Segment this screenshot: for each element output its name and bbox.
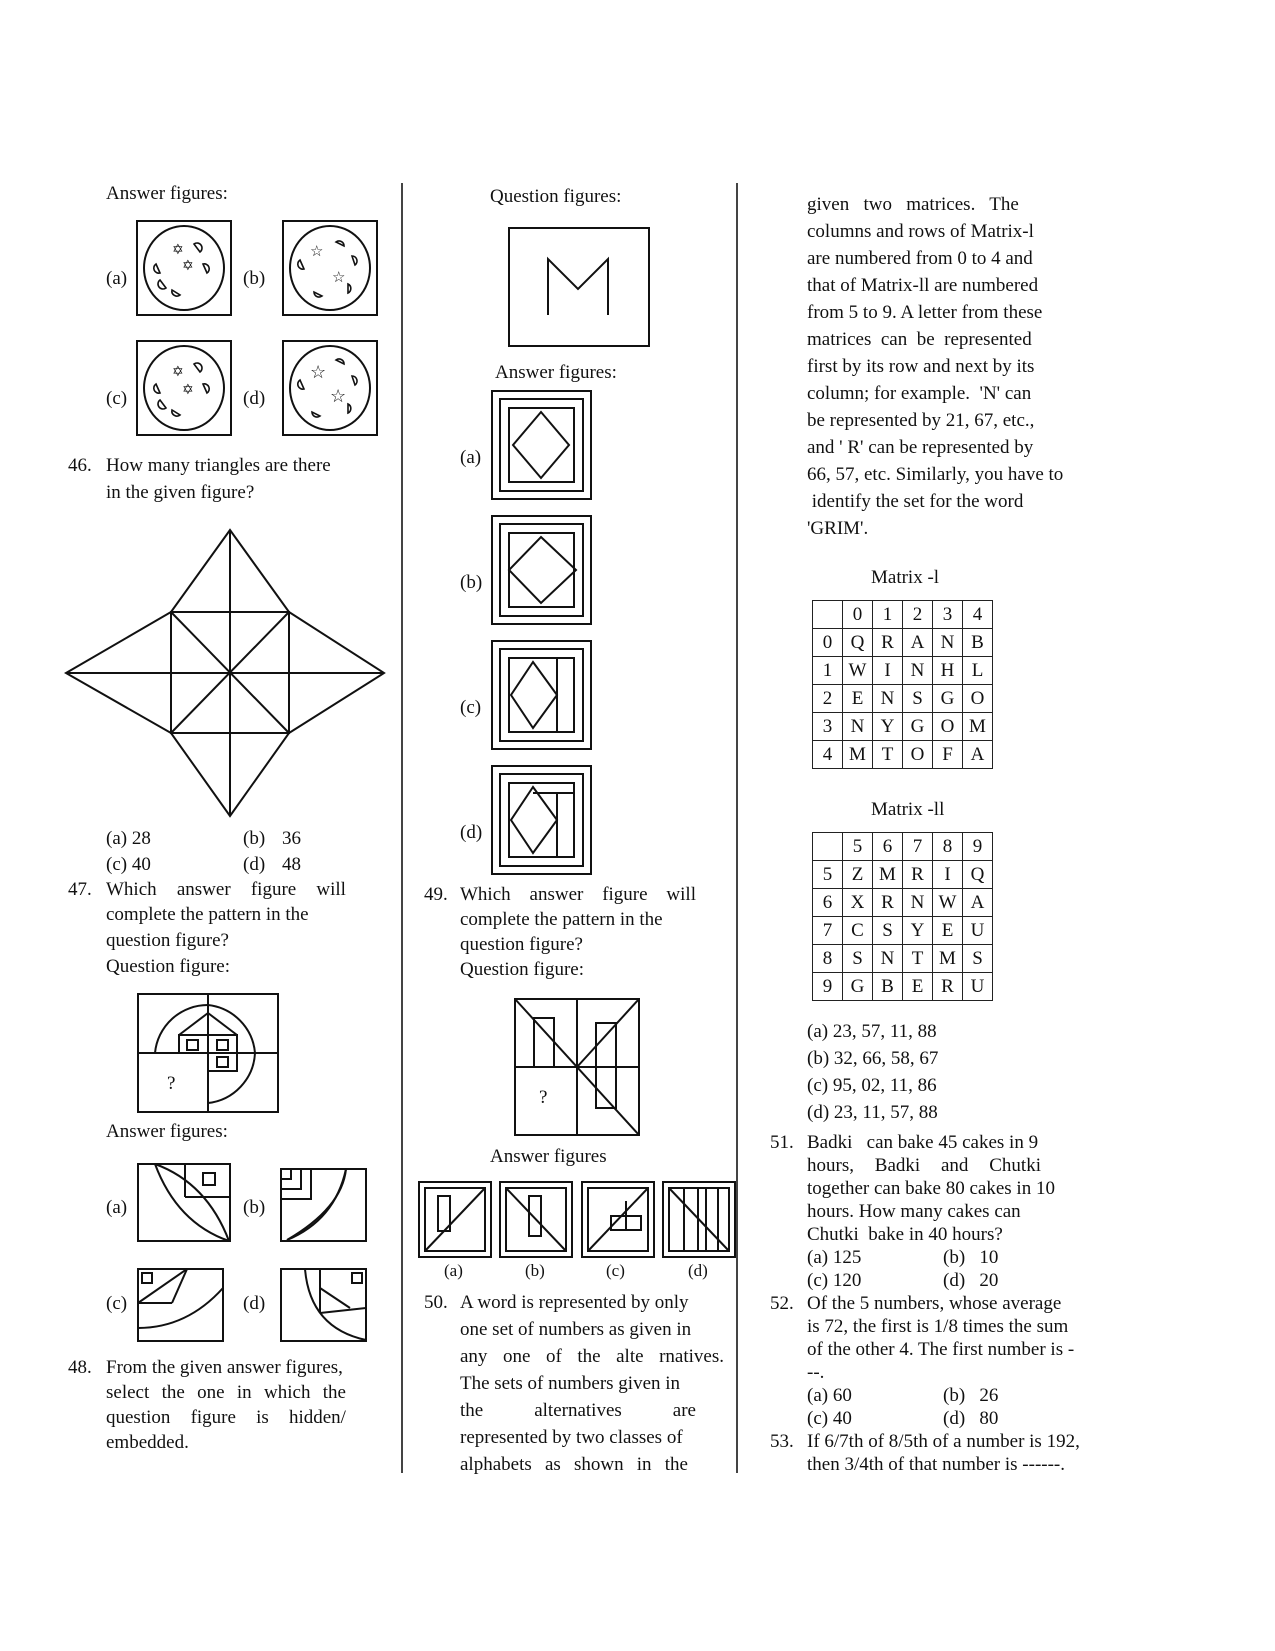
star-icon: ☆ xyxy=(330,386,347,406)
matrix-header-cell: 0 xyxy=(843,601,873,629)
word: alte xyxy=(616,1346,644,1367)
matrix-row xyxy=(813,601,993,629)
answer-option: (a) 125 xyxy=(807,1247,862,1268)
matrix-cell: E xyxy=(933,917,963,945)
matrix-cell: R xyxy=(873,629,903,657)
star-icon: ✡ xyxy=(182,259,194,274)
matrix-row xyxy=(813,629,993,657)
matrix-cell: M xyxy=(963,713,993,741)
question-number: 50. xyxy=(424,1292,448,1313)
matrix-cell: S xyxy=(903,685,933,713)
matrix-header-cell: 2 xyxy=(813,685,843,713)
answer-option: (a) 60 xyxy=(807,1385,852,1406)
question-text xyxy=(106,1407,346,1430)
question-text xyxy=(106,879,346,902)
word: any xyxy=(460,1346,488,1367)
matrix-cell: Q xyxy=(963,861,993,889)
question-text: question figure? xyxy=(460,934,583,955)
answer-figures-label: Answer figures: xyxy=(106,1121,228,1142)
triangle-star-figure xyxy=(66,530,384,816)
q48-answer-figure-b xyxy=(491,515,592,625)
question-text: A word is represented by only xyxy=(460,1292,689,1313)
option-label: (c) xyxy=(106,1293,128,1314)
question-number: 52. xyxy=(770,1293,794,1314)
option-label: (a) xyxy=(106,268,128,289)
matrix-cell: H xyxy=(933,657,963,685)
matrix-cell: M xyxy=(843,741,873,769)
matrix-header-cell: 4 xyxy=(813,741,843,769)
matrix-header-cell: 6 xyxy=(813,889,843,917)
question-text: embedded. xyxy=(106,1432,189,1453)
star-icon: ☆ xyxy=(310,244,324,260)
q47-answer-figure-d xyxy=(280,1268,367,1342)
word: Which xyxy=(106,879,157,900)
matrix-cell: G xyxy=(903,713,933,741)
question-text: The sets of numbers given in xyxy=(460,1373,681,1394)
matrix-header-cell: 9 xyxy=(963,833,993,861)
matrix-cell: N xyxy=(903,657,933,685)
q48-answer-figure-a xyxy=(491,390,592,500)
paragraph-line: that of Matrix-ll are numbered xyxy=(807,275,1039,296)
matrix-cell: A xyxy=(903,629,933,657)
question-mark: ? xyxy=(167,1073,176,1094)
word: rnatives. xyxy=(659,1346,724,1367)
question-number: 53. xyxy=(770,1431,794,1452)
paragraph-line: be represented by 21, 67, etc., xyxy=(807,410,1035,431)
matrix-header-cell: 6 xyxy=(873,833,903,861)
matrix-cell: O xyxy=(903,741,933,769)
answer-option: (c) 95, 02, 11, 86 xyxy=(807,1075,937,1096)
question-figure-label: Question figure: xyxy=(106,956,231,977)
matrix-header-cell: 3 xyxy=(933,601,963,629)
star-icon: ✡ xyxy=(172,365,184,380)
matrix-cell: M xyxy=(873,861,903,889)
matrix-header-cell xyxy=(813,601,843,629)
paragraph-line: identify the set for the word xyxy=(807,491,1024,512)
q47-answer-figure-b xyxy=(280,1168,367,1242)
question-number: 51. xyxy=(770,1132,794,1153)
question-text: complete the pattern in the xyxy=(106,904,309,925)
paragraph-line: first by its row and next by its xyxy=(807,356,1035,377)
matrix-cell: A xyxy=(963,889,993,917)
word: will xyxy=(316,879,346,900)
matrix-2-table xyxy=(812,832,993,1001)
question-text: If 6/7th of 8/5th of a number is 192, xyxy=(807,1431,1080,1452)
q47-answer-figure-a xyxy=(137,1163,231,1242)
question-number: 47. xyxy=(68,879,92,900)
matrix-cell: U xyxy=(963,917,993,945)
option-label: (a) xyxy=(106,1197,128,1218)
matrix-cell: G xyxy=(843,973,873,1001)
star-icon: ☆ xyxy=(332,270,346,286)
word: answer xyxy=(176,879,231,900)
answer-option: (a) 23, 57, 11, 88 xyxy=(807,1021,937,1042)
answer-figure-d xyxy=(282,340,378,436)
matrix-cell: I xyxy=(933,861,963,889)
word: Which xyxy=(460,884,511,905)
question-number: 46. xyxy=(68,455,92,476)
matrix-cell: M xyxy=(933,945,963,973)
word: hidden/ xyxy=(288,1407,346,1428)
word: alphabets xyxy=(460,1454,532,1475)
question-text: Chutki bake in 40 hours? xyxy=(807,1224,1003,1245)
answer-option: (d) 20 xyxy=(943,1270,999,1291)
option-label: (a) xyxy=(444,1261,463,1280)
question-text: together can bake 80 cakes in 10 xyxy=(807,1178,1055,1199)
word: question xyxy=(106,1407,171,1428)
matrix-cell: A xyxy=(963,741,993,769)
option-label: (c) xyxy=(106,388,128,409)
matrix-cell: T xyxy=(873,741,903,769)
option-label: (c) xyxy=(606,1261,625,1280)
paragraph-line: matrices can be represented xyxy=(807,329,1032,350)
answer-option: (b) 10 xyxy=(943,1247,999,1268)
word: figure xyxy=(602,884,648,905)
word: figure xyxy=(190,1407,236,1428)
question-text xyxy=(460,1454,688,1477)
matrix-cell: W xyxy=(843,657,873,685)
word: the xyxy=(460,1400,484,1421)
q49-question-figure xyxy=(514,998,640,1136)
word: Badki xyxy=(874,1155,921,1176)
word: shown xyxy=(573,1454,624,1475)
matrix-header-cell: 7 xyxy=(813,917,843,945)
matrix-cell: N xyxy=(873,945,903,973)
matrix-header-cell: 5 xyxy=(843,833,873,861)
matrix-cell: S xyxy=(843,945,873,973)
q49-answer-figure-d xyxy=(662,1181,736,1258)
word: will xyxy=(666,884,696,905)
matrix-header-cell: 8 xyxy=(813,945,843,973)
column-divider-1 xyxy=(401,183,403,1473)
star-icon: ✡ xyxy=(172,243,184,258)
paragraph-line: columns and rows of Matrix-l xyxy=(807,221,1034,242)
word: and xyxy=(941,1155,969,1176)
matrix-cell: N xyxy=(903,889,933,917)
question-text xyxy=(460,1346,724,1369)
matrix-cell: N xyxy=(873,685,903,713)
matrix-header-cell: 3 xyxy=(813,713,843,741)
word: are xyxy=(672,1400,696,1421)
matrix-cell: O xyxy=(963,685,993,713)
matrix-cell: Y xyxy=(903,917,933,945)
matrix-cell: X xyxy=(843,889,873,917)
matrix-header-cell: 2 xyxy=(903,601,933,629)
question-text xyxy=(460,884,696,907)
question-text: of the other 4. The first number is - xyxy=(807,1339,1075,1360)
star-icon: ✡ xyxy=(182,383,194,398)
column-divider-2 xyxy=(736,183,738,1473)
paragraph-line: 66, 57, etc. Similarly, you have to xyxy=(807,464,1064,485)
matrix-1-title: Matrix -l xyxy=(871,567,940,588)
word: which xyxy=(264,1382,311,1403)
matrix-header-cell: 4 xyxy=(963,601,993,629)
answer-option: (b) xyxy=(243,828,266,849)
matrix-1-table xyxy=(812,600,993,769)
answer-option: (d) 23, 11, 57, 88 xyxy=(807,1102,938,1123)
answer-option: (c) 40 xyxy=(807,1408,852,1429)
matrix-cell: R xyxy=(873,889,903,917)
q49-answer-figure-a xyxy=(418,1181,492,1258)
option-label: (b) xyxy=(243,268,266,289)
option-label: (b) xyxy=(525,1261,545,1280)
word: select xyxy=(106,1382,150,1403)
matrix-header-cell: 1 xyxy=(813,657,843,685)
star-icon: ☆ xyxy=(310,362,327,382)
question-figures-label: Question figures: xyxy=(490,186,622,207)
paragraph-line: 'GRIM'. xyxy=(807,518,869,539)
question-text: is 72, the first is 1/8 times the sum xyxy=(807,1316,1069,1337)
word: figure xyxy=(250,879,297,900)
question-text xyxy=(460,1400,696,1423)
matrix-header-cell xyxy=(813,833,843,861)
matrix-cell: B xyxy=(873,973,903,1001)
word: Chutki xyxy=(989,1155,1041,1176)
paragraph-line: column; for example. 'N' can xyxy=(807,383,1032,404)
matrix-cell: N xyxy=(933,629,963,657)
answer-figures-label: Answer figures: xyxy=(495,362,617,383)
question-text: From the given answer figures, xyxy=(106,1357,343,1378)
option-label: (c) xyxy=(460,697,482,718)
matrix-cell: N xyxy=(843,713,873,741)
option-label: (d) xyxy=(243,388,266,409)
question-number: 48. xyxy=(68,1357,92,1378)
answer-option: 48 xyxy=(282,854,301,875)
question-text: --. xyxy=(807,1362,825,1383)
matrix-header-cell: 5 xyxy=(813,861,843,889)
paragraph-line: given two matrices. The xyxy=(807,194,1019,215)
question-text: Badki can bake 45 cakes in 9 xyxy=(807,1132,1039,1153)
option-label: (a) xyxy=(460,447,482,468)
q48-answer-figure-d xyxy=(491,765,592,875)
matrix-header-cell: 0 xyxy=(813,629,843,657)
matrix-cell: E xyxy=(903,973,933,1001)
answer-option: (d) 80 xyxy=(943,1408,999,1429)
matrix-cell: U xyxy=(963,973,993,1001)
paragraph-line: are numbered from 0 to 4 and xyxy=(807,248,1033,269)
word: answer xyxy=(529,884,584,905)
question-text xyxy=(106,1382,346,1405)
question-number: 49. xyxy=(424,884,448,905)
answer-figures-label: Answer figures xyxy=(490,1146,607,1167)
matrix-header-cell: 7 xyxy=(903,833,933,861)
word: one xyxy=(197,1382,225,1403)
matrix-cell: L xyxy=(963,657,993,685)
matrix-row xyxy=(813,685,993,713)
word: is xyxy=(256,1407,269,1428)
paragraph-line: and ' R' can be represented by xyxy=(807,437,1034,458)
question-text: then 3/4th of that number is ------. xyxy=(807,1454,1066,1475)
matrix-cell: S xyxy=(963,945,993,973)
answer-option: (a) 28 xyxy=(106,828,151,849)
matrix-cell: C xyxy=(843,917,873,945)
matrix-row xyxy=(813,917,993,945)
question-text: represented by two classes of xyxy=(460,1427,683,1448)
matrix-cell: R xyxy=(903,861,933,889)
word: the xyxy=(664,1454,688,1475)
matrix-cell: G xyxy=(933,685,963,713)
word: the xyxy=(161,1382,185,1403)
word: hours, xyxy=(807,1155,854,1176)
question-text: How many triangles are there xyxy=(106,455,331,476)
matrix-row xyxy=(813,713,993,741)
matrix-cell: I xyxy=(873,657,903,685)
matrix-cell: T xyxy=(903,945,933,973)
word: one xyxy=(502,1346,531,1367)
question-text: complete the pattern in the xyxy=(460,909,663,930)
matrix-2-title: Matrix -ll xyxy=(871,799,945,820)
question-text: in the given figure? xyxy=(106,482,255,503)
option-label: (d) xyxy=(243,1293,266,1314)
answer-figure-b xyxy=(282,220,378,316)
q49-answer-figure-b xyxy=(499,1181,573,1258)
matrix-cell: R xyxy=(933,973,963,1001)
answer-option: (d) xyxy=(243,854,266,875)
matrix-cell: W xyxy=(933,889,963,917)
option-label: (b) xyxy=(460,572,483,593)
question-mark: ? xyxy=(539,1087,548,1108)
matrix-cell: O xyxy=(933,713,963,741)
matrix-header-cell: 8 xyxy=(933,833,963,861)
question-text: Of the 5 numbers, whose average xyxy=(807,1293,1062,1314)
matrix-cell: S xyxy=(873,917,903,945)
q47-question-figure xyxy=(137,993,279,1113)
q49-answer-figure-c xyxy=(581,1181,655,1258)
answer-option: (c) 120 xyxy=(807,1270,862,1291)
option-label: (d) xyxy=(688,1261,708,1280)
answer-option: 36 xyxy=(282,828,301,849)
word: the xyxy=(322,1382,346,1403)
paragraph-line: from 5 to 9. A letter from these xyxy=(807,302,1043,323)
q47-answer-figure-c xyxy=(137,1268,224,1342)
word: alternatives xyxy=(534,1400,622,1421)
answer-option: (c) 40 xyxy=(106,854,151,875)
question-text xyxy=(807,1155,1041,1178)
question-text: question figure? xyxy=(106,930,229,951)
answer-figure-c xyxy=(136,340,232,436)
word: in xyxy=(236,1382,252,1403)
question-text: one set of numbers as given in xyxy=(460,1319,692,1340)
word: as xyxy=(544,1454,561,1475)
answer-option: (b) 32, 66, 58, 67 xyxy=(807,1048,939,1069)
matrix-row xyxy=(813,861,993,889)
matrix-cell: Q xyxy=(843,629,873,657)
answer-figures-label: Answer figures: xyxy=(106,183,228,204)
matrix-row xyxy=(813,741,993,769)
matrix-cell: E xyxy=(843,685,873,713)
q48-answer-figure-c xyxy=(491,640,592,750)
matrix-cell: F xyxy=(933,741,963,769)
word: of xyxy=(545,1346,562,1367)
matrix-row xyxy=(813,657,993,685)
matrix-cell: B xyxy=(963,629,993,657)
option-label: (b) xyxy=(243,1197,266,1218)
matrix-row xyxy=(813,973,993,1001)
matrix-cell: Z xyxy=(843,861,873,889)
question-text: hours. How many cakes can xyxy=(807,1201,1021,1222)
answer-figure-a xyxy=(136,220,232,316)
question-figure-label: Question figure: xyxy=(460,959,585,980)
matrix-row xyxy=(813,889,993,917)
word: in xyxy=(636,1454,652,1475)
matrix-cell: Y xyxy=(873,713,903,741)
word: the xyxy=(577,1346,601,1367)
matrix-header-cell: 1 xyxy=(873,601,903,629)
option-label: (d) xyxy=(460,822,483,843)
q48-question-figure xyxy=(508,227,650,347)
matrix-row xyxy=(813,945,993,973)
matrix-row xyxy=(813,833,993,861)
answer-option: (b) 26 xyxy=(943,1385,999,1406)
matrix-header-cell: 9 xyxy=(813,973,843,1001)
